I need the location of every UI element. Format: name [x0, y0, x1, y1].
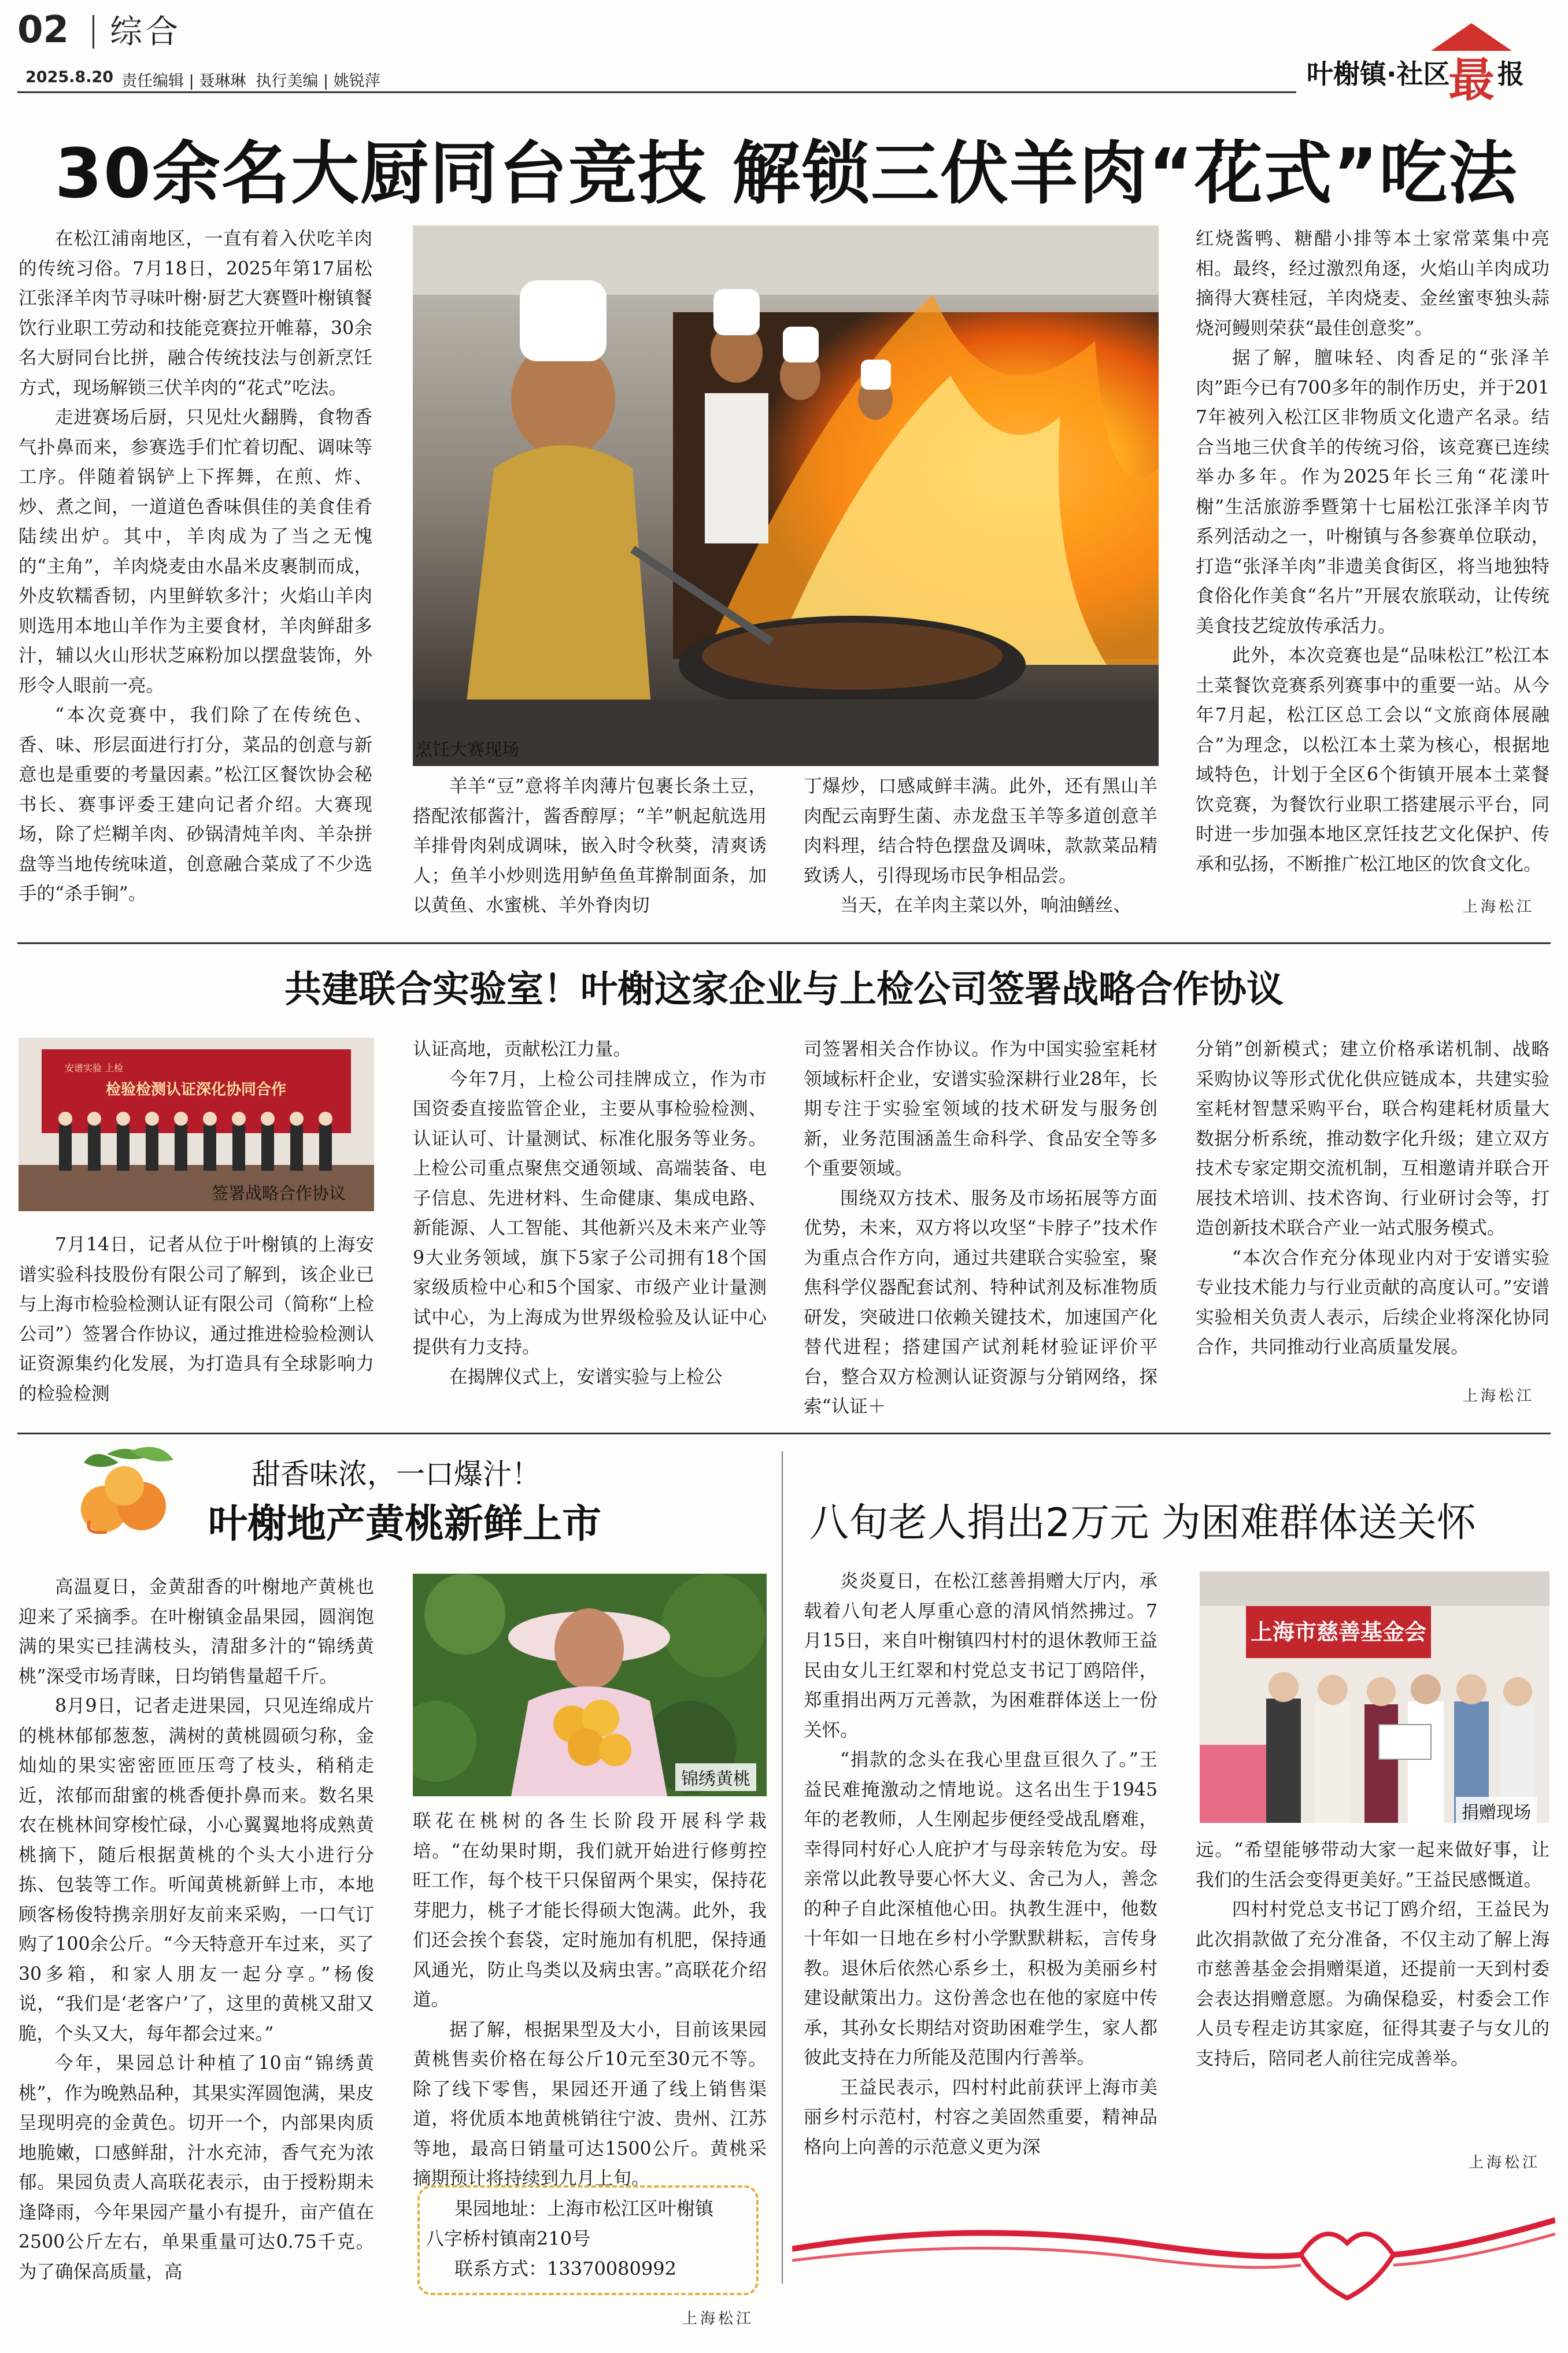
article4-col2: [1196, 1836, 1549, 2074]
article1-credit: 上海松江: [1463, 898, 1535, 916]
paragraph: 四村村党总支书记丁鸥介绍，王益民为此次捐款做了充分准备，不仅主动了解上海市慈善基金会捐赠渠道，还提前一天到村委会表达捐赠意愿。为确保稳妥，村委会工作人员专程走访其家庭，征得其妻子与女儿的支持后，陪同老人前往完成善举。: [1196, 1899, 1549, 2069]
paragraph: 远。“希望能够带动大家一起来做好事，让我们的生活会变得更美好。”王益民感慨道。: [1196, 1840, 1549, 1890]
article1-col2: [413, 772, 767, 921]
paragraph: 高温夏日，金黄甜香的叶榭地产黄桃也迎来了采摘季。在叶榭镇金晶果园，圆润饱满的果实已挂满枝头，清甜多汁的“锦绣黄桃”深受市场青睐，日均销售量超千斤。: [19, 1577, 374, 1687]
article2-title: 共建联合实验室！叶榭这家企业与上检公司签署战略合作协议: [284, 968, 1284, 1011]
masthead-prefix: 叶榭镇·社区: [1307, 58, 1450, 90]
paragraph: 8月9日，记者走进果园，只见连绵成片的桃林郁郁葱葱，满树的黄桃圆硕匀称，金灿灿的果实密密匝匝压弯了枝头，稍稍走近，浓郁而甜蜜的桃香便扑鼻而来。数名果农在桃林间穿梭忙碌，小心翼翼地将成熟黄桃摘下，随后根据黄桃的个头大小进行分拣、包装等工作。听闻黄桃新鲜上市，本地顾客杨俊特携亲朋好友前来采购，一口气订购了100余公斤。“今天特意开车过来，买了30多箱，和家人朋友一起分享。”杨俊说，“我们是‘老客户’了，这里的黄桃又甜又脆，个头又大，每年都会过来。”: [19, 1696, 374, 2044]
address-line2: 八字桥村镇南210号: [426, 2228, 591, 2250]
contact-phone: 联系方式：13370080992: [454, 2258, 676, 2280]
paragraph: “本次合作充分体现业内对于安谱实验专业技术能力与行业贡献的高度认可。”安谱实验相关负责人表示，后续企业将深化协同合作，共同推动行业高质量发展。: [1196, 1247, 1549, 1357]
donation-wall-sign: 上海市慈善基金会: [1250, 1619, 1427, 1645]
paragraph: 据了解，膻味轻、肉香足的“张泽羊肉”距今已有700多年的制作历史，并于2017年被列入松江区非物质文化遗产名录。结合当地三伏食羊的传统习俗，该竞赛已连续举办多年。作为2025年长三角“花漾叶榭”生活旅游季暨第十七届松江张泽羊肉节系列活动之一，叶榭镇与各参赛单位联动，打造“张泽羊肉”非遗美食街区，将当地独特食俗化作美食“名片”开展农旅联动，让传统美食技艺绽放传承活力。: [1196, 347, 1549, 637]
signing-banner-line1: 安谱实验 上检: [65, 1063, 124, 1074]
article2-col3: [804, 1035, 1157, 1422]
paragraph: 当天，在羊肉主菜以外，响油鳝丝、: [840, 895, 1132, 916]
cooking-photo-caption: 烹饪大赛现场: [415, 740, 519, 760]
section-name: 综合: [110, 13, 182, 51]
article1-col1: [19, 224, 372, 909]
section-divider-2: [17, 1433, 1551, 1434]
paragraph: 今年7月，上检公司挂牌成立，作为市国资委直接监管企业，主要从事检验检测、认证认可、计量测试、标准化服务等业务。上检公司重点聚焦交通领域、高端装备、电子信息、先进材料、生命健康、集成电路、新能源、人工智能、其他新兴及未来产业等9大业务领域，旗下5家子公司拥有18个国家级质检中心和5个国家、市级产业计量测试中心，为上海成为世界级检验及认证中心提供有力支持。: [413, 1068, 767, 1357]
article2-credit: 上海松江: [1463, 1388, 1535, 1405]
article4-title: 八旬老人捐出2万元 为困难群体送关怀: [809, 1500, 1476, 1546]
cooking-photo: [413, 225, 1159, 766]
paragraph: 在松江浦南地区，一直有着入伏吃羊肉的传统习俗。7月18日，2025年第17届松江张泽羊肉节寻味叶榭·厨艺大赛暨叶榭镇餐饮行业职工劳动和技能竞赛拉开帷幕，30余名大厨同台比拼，融合传统技法与创新烹饪方式，现场解锁三伏羊肉的“花式”吃法。: [19, 228, 372, 398]
article4-col1: [804, 1567, 1157, 2162]
signing-photo-caption: 签署战略合作协议: [212, 1183, 346, 1203]
article3-subtitle: 甜香味浓，一口爆汁！: [252, 1457, 541, 1491]
address-box: [417, 2185, 759, 2295]
paragraph: “本次竞赛中，我们除了在传统色、香、味、形层面进行打分，菜品的创意与新意也是重要的考量因素。”松江区餐饮协会秘书长、赛事评委王建向记者介绍。大赛现场，除了烂糊羊肉、砂锅清炖羊肉、羊杂拼盘等当地传统味道，创意融合菜成了不少选手的“杀手锏”。: [19, 705, 372, 904]
article2-col2: [413, 1035, 767, 1392]
address-line1: 果园地址：上海市松江区叶榭镇: [454, 2197, 714, 2219]
article2-col1: [19, 1230, 374, 1409]
paragraph: 羊羊“豆”意将羊肉薄片包裹长条土豆，搭配浓郁酱汁，酱香醇厚；“羊”帆起航选用羊排骨肉剁成调味，嵌入时令秋葵，清爽诱人；鱼羊小炒则选用鲈鱼鱼茸擀制面条，加以黄鱼、水蜜桃、羊外脊肉切: [413, 776, 767, 916]
paragraph: 在揭牌仪式上，安谱实验与上检公: [449, 1366, 723, 1388]
paragraph: “捐款的念头在我心里盘亘很久了。”王益民难掩激动之情地说。这名出生于1945年的老教师，人生刚起步便经受战乱磨难，幸得同村好心人庇护才与母亲转危为安。母亲常以此教导要心怀大义、舍己为人，善念的种子自此深植他心田。执教生涯中，他数十年如一日地在乡村小学默默耕耘，言传身教。退休后依然心系乡土，积极为美丽乡村建设献策出力。这份善念也在他的家庭中传承，其孙女长期结对资助困难学生，家人都彼此支持在力所能及范围内行善举。: [804, 1749, 1157, 2068]
signing-banner-line2: 检验检测认证深化协同合作: [105, 1081, 287, 1098]
article3-title: 叶榭地产黄桃新鲜上市: [208, 1501, 602, 1547]
paragraph: 丁爆炒，口感咸鲜丰满。此外，还有黑山羊肉配云南野生菌、赤龙盘玉羊等多道创意羊肉料理，结合特色摆盘及调味，款款菜品精致诱人，引得现场市民争相品尝。: [804, 776, 1157, 886]
heart-ribbon: [792, 2197, 1555, 2313]
paragraph: 认证高地，贡献松江力量。: [413, 1039, 632, 1060]
donation-photo-caption: 捐赠现场: [1456, 1797, 1537, 1825]
article4-credit: 上海松江: [1469, 2154, 1541, 2171]
article1-title: 30余名大厨同台竞技 解锁三伏羊肉“花式”吃法: [54, 134, 1518, 213]
paragraph: 炎炎夏日，在松江慈善捐赠大厅内，承载着八旬老人厚重心意的清风悄然拂过。7月15日，来自叶榭镇四村村的退休教师王益民由女儿王红翠和村党总支书记丁鸥陪伴，郑重捐出两万元善款，为困难群体送上一份关怀。: [804, 1571, 1157, 1741]
article3-col2: [413, 1807, 767, 2194]
paragraph: 王益民表示，四村村此前获评上海市美丽乡村示范村，村容之美固然重要，精神品格向上向善的示范意义更为深: [804, 2077, 1157, 2158]
article3-credit: 上海松江: [682, 2310, 755, 2328]
issue-date: 2025.8.20: [25, 68, 114, 86]
peach-icon: [72, 1440, 182, 1541]
masthead-big: 最: [1448, 53, 1495, 107]
paragraph: 走进赛场后厨，只见灶火翻腾，食物香气扑鼻而来，参赛选手们忙着切配、调味等工序。伴随着锅铲上下挥舞，在煎、炸、炒、煮之间，一道道色香味俱佳的美食佳肴陆续出炉。其中，羊肉成为了当之无愧的“主角”，羊肉烧麦由水晶米皮裹制而成，外皮软糯香韧，内里鲜软多汁；火焰山羊肉则选用本地山羊作为主要食材，羊肉鲜甜多汁，辅以火山形状芝麻粉加以摆盘装饰，外形令人眼前一亮。: [19, 407, 372, 696]
paragraph: 7月14日，记者从位于叶榭镇的上海安谱实验科技股份有限公司了解到，该企业已与上海市检验检测认证有限公司（简称“上检公司”）签署合作协议，通过推进检验检测认证资源集约化发展，为打造具有全球影响力的检验检测: [19, 1234, 374, 1404]
paragraph: 分销”创新模式；建立价格承诺机制、战略采购协议等形式优化供应链成本，共建实验室耗材智慧采购平台，联合构建耗材质量大数据分析系统，推动数字化升级；建立双方技术专家定期交流机制，互相邀请并联合开展技术培训、技术咨询、行业研讨会等，打造创新技术联合产业一站式服务模式。: [1196, 1039, 1549, 1238]
article3-col1: [19, 1573, 374, 2287]
donation-photo: [1200, 1571, 1549, 1823]
paragraph: 联花在桃树的各生长阶段开展科学栽培。“在幼果时期，我们就开始进行修剪控旺工作，每个枝干只保留两个果实，保持花芽肥力，桃子才能长得硕大饱满。此外，我们还会挨个套袋，定时施加有机肥，保持通风通光，防止鸟类以及病虫害。”高联花介绍道。: [413, 1811, 767, 2010]
paragraph: 红烧酱鸭、糖醋小排等本土家常菜集中亮相。最终，经过激烈角逐，火焰山羊肉成功摘得大赛桂冠，羊肉烧麦、金丝蜜枣独头蒜烧河鳗则荣获“最佳创意奖”。: [1196, 228, 1549, 339]
article1-col4: [1196, 224, 1549, 879]
page-number: 02: [17, 9, 69, 51]
paragraph: 此外，本次竞赛也是“品味松江”松江本土菜餐饮竞赛系列赛事中的重要一站。从今年7月起，松江区总工会以“文旅商体展融合”为理念，以松江本土菜为核心，根据地域特色，计划于全区6个街镇开展本土菜餐饮竞赛，为餐饮行业职工搭建展示平台，同时进一步加强本地区烹饪技艺文化保护、传承和弘扬，不断推广松江地区的饮食文化。: [1196, 645, 1549, 875]
header-rule: [17, 91, 1296, 93]
paragraph: 围绕双方技术、服务及市场拓展等方面优势，未来，双方将以攻坚“卡脖子”技术作为重点合作方向，通过共建联合实验室，聚焦科学仪器配套试剂、特种试剂及标准物质研发，突破进口依赖关键技术，加速国产化替代进程；搭建国产试剂耗材验证评价平台，整合双方检测认证资源与分销网络，探索“认证＋: [804, 1187, 1157, 1417]
paragraph: 司签署相关合作协议。作为中国实验室耗材领域标杆企业，安谱实验深耕行业28年，长期专注于实验室领域的技术研发与服务创新，业务范围涵盖生命科学、食品安全等多个重要领域。: [804, 1039, 1157, 1179]
paragraph: 据了解，根据果型及大小，目前该果园黄桃售卖价格在每公斤10元至30元不等。除了线下零售，果园还开通了线上销售渠道，将优质本地黄桃销往宁波、贵州、江苏等地，最高日销量可达1500公斤。黄桃采摘期预计将持续到九月上旬。: [413, 2019, 767, 2189]
masthead-suffix: 报: [1497, 58, 1524, 90]
article2-col4: [1196, 1035, 1549, 1363]
paragraph: 今年，果园总计种植了10亩“锦绣黄桃”，作为晚熟品种，其果实浑圆饱满，果皮呈现明亮的金黄色。切开一个，内部果肉质地脆嫩，口感鲜甜，汁水充沛，香气充为浓郁。果园负责人高联花表示，由于授粉期未逢降雨，今年果园产量小有提升，亩产值在2500公斤左右，单果重量可达0.75千克。为了确保高质量，高: [19, 2053, 374, 2282]
article1-col3: [804, 772, 1157, 921]
section-divider-1: [17, 942, 1551, 944]
header-divider: [93, 15, 94, 49]
peach-photo-caption: 锦绣黄桃: [675, 1763, 756, 1791]
column-divider: [782, 1451, 783, 2284]
editor-credit: 责任编辑 | 聂琳琳 执行美编 | 姚锐萍: [121, 72, 380, 90]
masthead: [1301, 23, 1561, 107]
